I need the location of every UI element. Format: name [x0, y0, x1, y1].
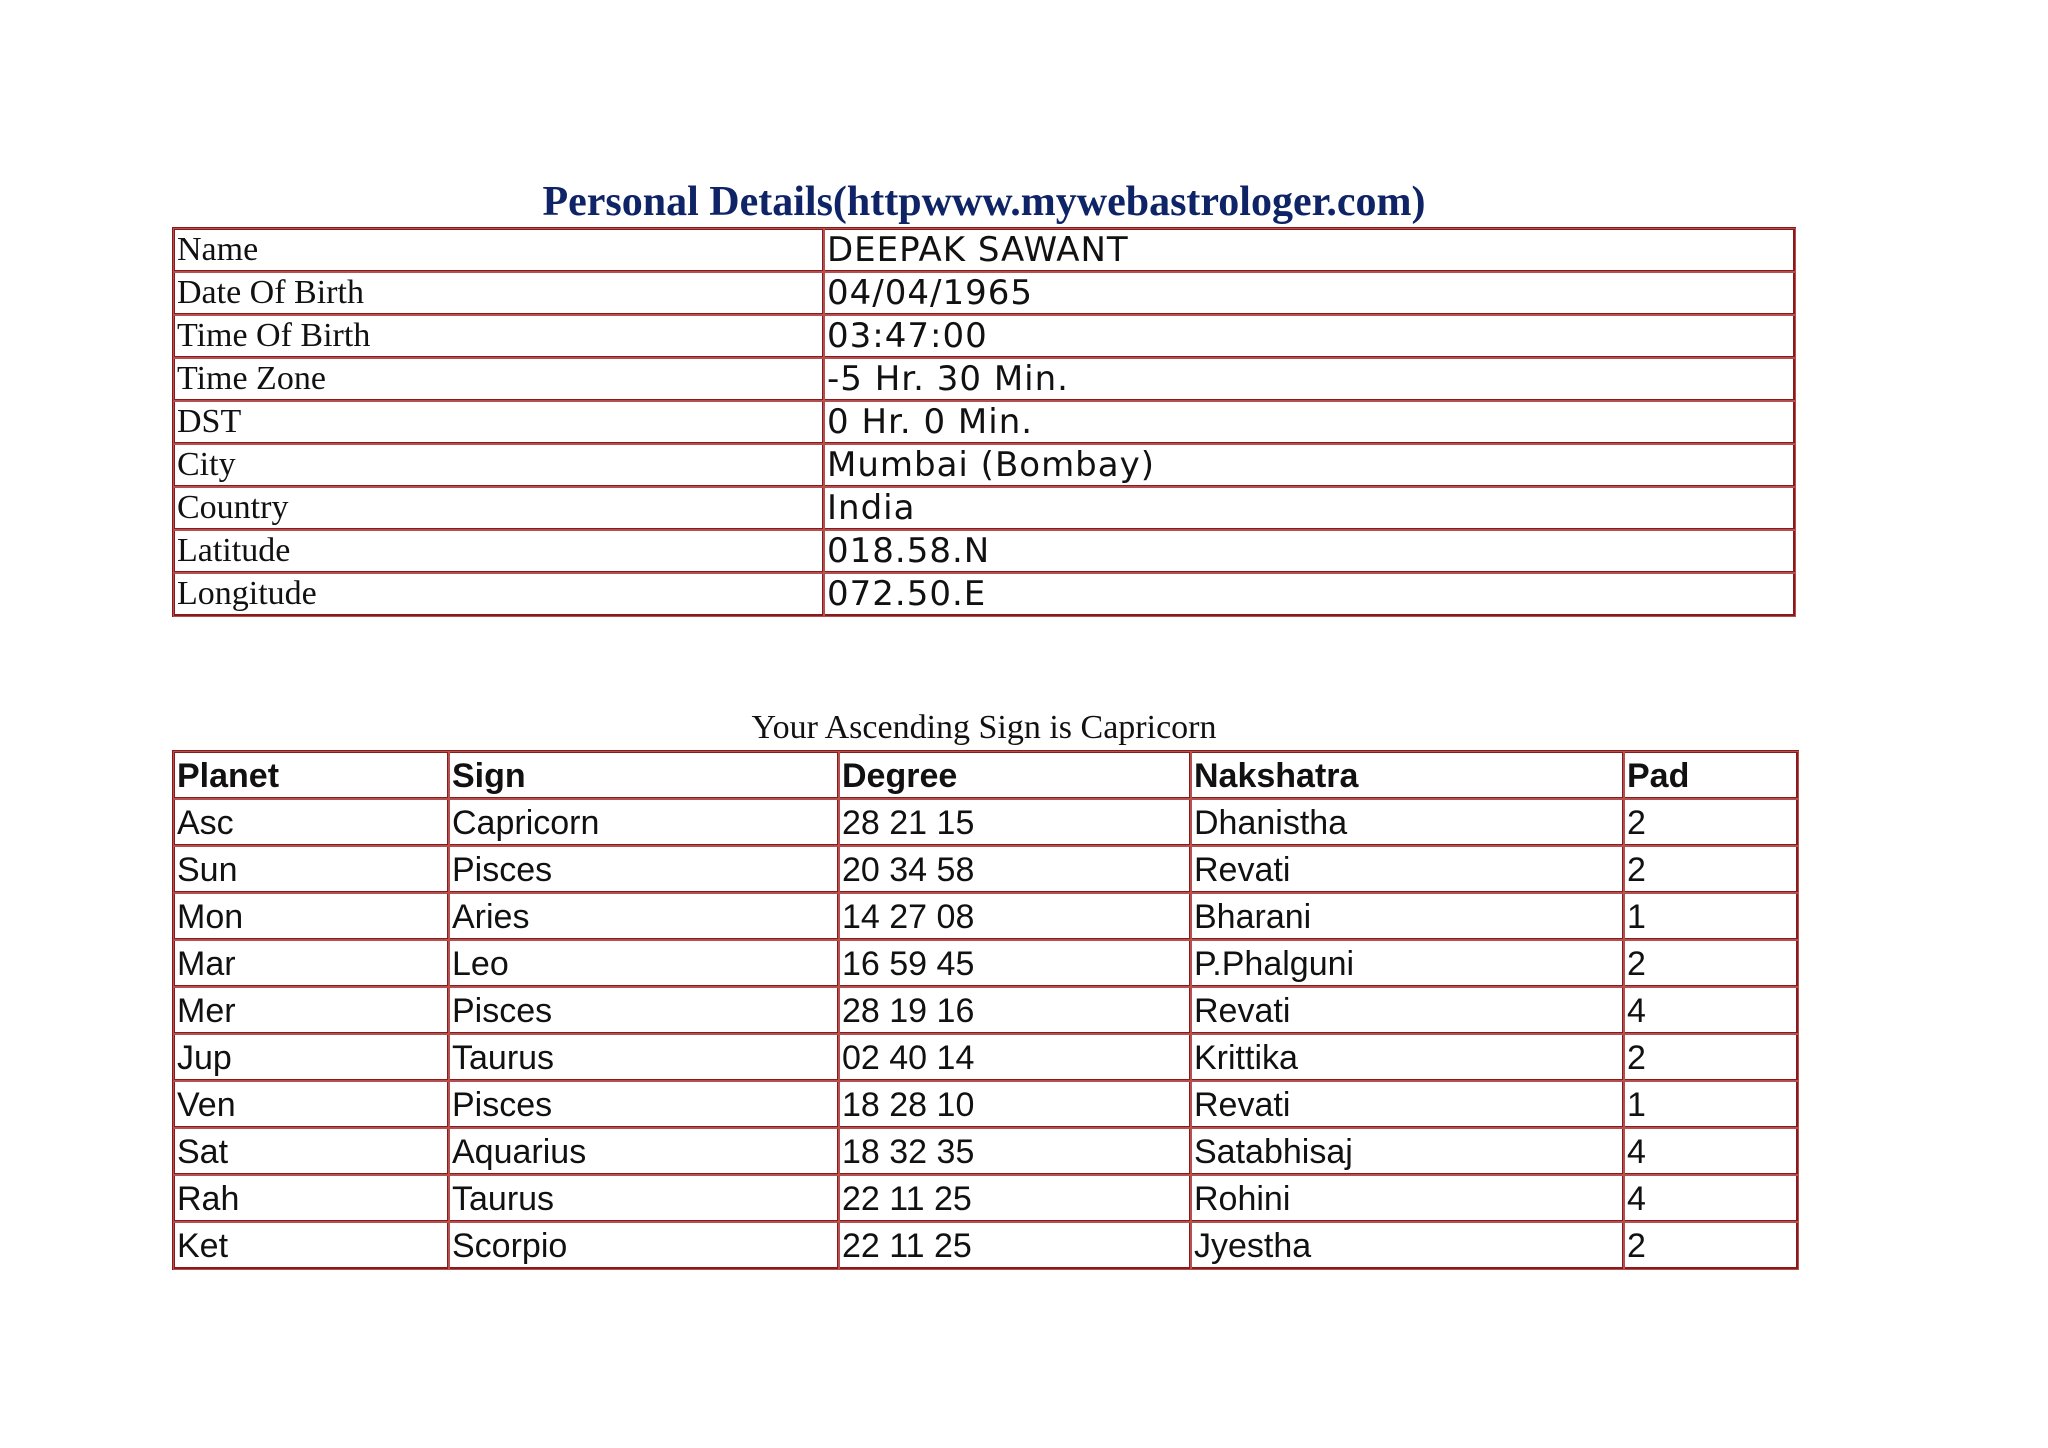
degree-cell: 22 11 25 [839, 1222, 1191, 1269]
nakshatra-cell: Dhanistha [1191, 799, 1624, 846]
nakshatra-column-header: Nakshatra [1191, 752, 1624, 799]
degree-cell: 28 19 16 [839, 987, 1191, 1034]
nakshatra-cell: Bharani [1191, 893, 1624, 940]
nakshatra-cell: Revati [1191, 987, 1624, 1034]
table-row [174, 1175, 1798, 1222]
personal-details-table [172, 227, 1796, 617]
degree-cell: 14 27 08 [839, 893, 1191, 940]
planet-column-header: Planet [174, 752, 449, 799]
planet-cell: Mon [174, 893, 449, 940]
latitude-value: 018.58.N [824, 530, 1795, 573]
degree-cell: 22 11 25 [839, 1175, 1191, 1222]
sign-cell: Pisces [449, 987, 839, 1034]
table-row [174, 1034, 1798, 1081]
table-row [174, 573, 1795, 616]
planet-cell: Sat [174, 1128, 449, 1175]
latitude-label: Latitude [174, 530, 824, 573]
pad-cell: 1 [1624, 1081, 1798, 1128]
pad-cell: 4 [1624, 987, 1798, 1034]
table-row [174, 229, 1795, 272]
date-of-birth-value: 04/04/1965 [824, 272, 1795, 315]
degree-cell: 02 40 14 [839, 1034, 1191, 1081]
table-row [174, 940, 1798, 987]
sign-cell: Aquarius [449, 1128, 839, 1175]
table-row [174, 444, 1795, 487]
nakshatra-cell: Krittika [1191, 1034, 1624, 1081]
degree-column-header: Degree [839, 752, 1191, 799]
pad-cell: 2 [1624, 1034, 1798, 1081]
planet-cell: Rah [174, 1175, 449, 1222]
table-row [174, 272, 1795, 315]
sign-cell: Aries [449, 893, 839, 940]
table-row [174, 1081, 1798, 1128]
sign-cell: Pisces [449, 846, 839, 893]
planet-cell: Jup [174, 1034, 449, 1081]
nakshatra-cell: P.Phalguni [1191, 940, 1624, 987]
planet-cell: Mer [174, 987, 449, 1034]
nakshatra-cell: Satabhisaj [1191, 1128, 1624, 1175]
name-value: DEEPAK SAWANT [824, 229, 1795, 272]
pad-cell: 2 [1624, 846, 1798, 893]
table-row [174, 358, 1795, 401]
planet-cell: Ven [174, 1081, 449, 1128]
planet-cell: Ket [174, 1222, 449, 1269]
table-row [174, 401, 1795, 444]
table-header-row [174, 752, 1798, 799]
dst-value: 0 Hr. 0 Min. [824, 401, 1795, 444]
degree-cell: 18 28 10 [839, 1081, 1191, 1128]
city-label: City [174, 444, 824, 487]
nakshatra-cell: Rohini [1191, 1175, 1624, 1222]
pad-cell: 4 [1624, 1175, 1798, 1222]
city-value: Mumbai (Bombay) [824, 444, 1795, 487]
time-of-birth-label: Time Of Birth [174, 315, 824, 358]
longitude-label: Longitude [174, 573, 824, 616]
sign-cell: Pisces [449, 1081, 839, 1128]
pad-cell: 2 [1624, 1222, 1798, 1269]
table-row [174, 893, 1798, 940]
table-row [174, 987, 1798, 1034]
page-title: Personal Details(httpwww.mywebastrologer.com) [542, 179, 1426, 225]
degree-cell: 18 32 35 [839, 1128, 1191, 1175]
sign-cell: Taurus [449, 1034, 839, 1081]
dst-label: DST [174, 401, 824, 444]
sign-cell: Leo [449, 940, 839, 987]
pad-column-header: Pad [1624, 752, 1798, 799]
pad-cell: 1 [1624, 893, 1798, 940]
ascending-sign-caption: Your Ascending Sign is Capricorn [751, 709, 1217, 746]
sign-column-header: Sign [449, 752, 839, 799]
table-row [174, 487, 1795, 530]
country-value: India [824, 487, 1795, 530]
planet-positions-table [172, 750, 1799, 1270]
time-zone-label: Time Zone [174, 358, 824, 401]
time-of-birth-value: 03:47:00 [824, 315, 1795, 358]
degree-cell: 20 34 58 [839, 846, 1191, 893]
date-of-birth-label: Date Of Birth [174, 272, 824, 315]
sign-cell: Taurus [449, 1175, 839, 1222]
table-row [174, 846, 1798, 893]
degree-cell: 16 59 45 [839, 940, 1191, 987]
sign-cell: Capricorn [449, 799, 839, 846]
planet-cell: Mar [174, 940, 449, 987]
country-label: Country [174, 487, 824, 530]
nakshatra-cell: Revati [1191, 846, 1624, 893]
planet-cell: Asc [174, 799, 449, 846]
time-zone-value: -5 Hr. 30 Min. [824, 358, 1795, 401]
sign-cell: Scorpio [449, 1222, 839, 1269]
table-row [174, 530, 1795, 573]
planet-cell: Sun [174, 846, 449, 893]
longitude-value: 072.50.E [824, 573, 1795, 616]
table-row [174, 1222, 1798, 1269]
nakshatra-cell: Revati [1191, 1081, 1624, 1128]
degree-cell: 28 21 15 [839, 799, 1191, 846]
nakshatra-cell: Jyestha [1191, 1222, 1624, 1269]
name-label: Name [174, 229, 824, 272]
pad-cell: 4 [1624, 1128, 1798, 1175]
pad-cell: 2 [1624, 799, 1798, 846]
table-row [174, 1128, 1798, 1175]
table-row [174, 315, 1795, 358]
pad-cell: 2 [1624, 940, 1798, 987]
table-row [174, 799, 1798, 846]
